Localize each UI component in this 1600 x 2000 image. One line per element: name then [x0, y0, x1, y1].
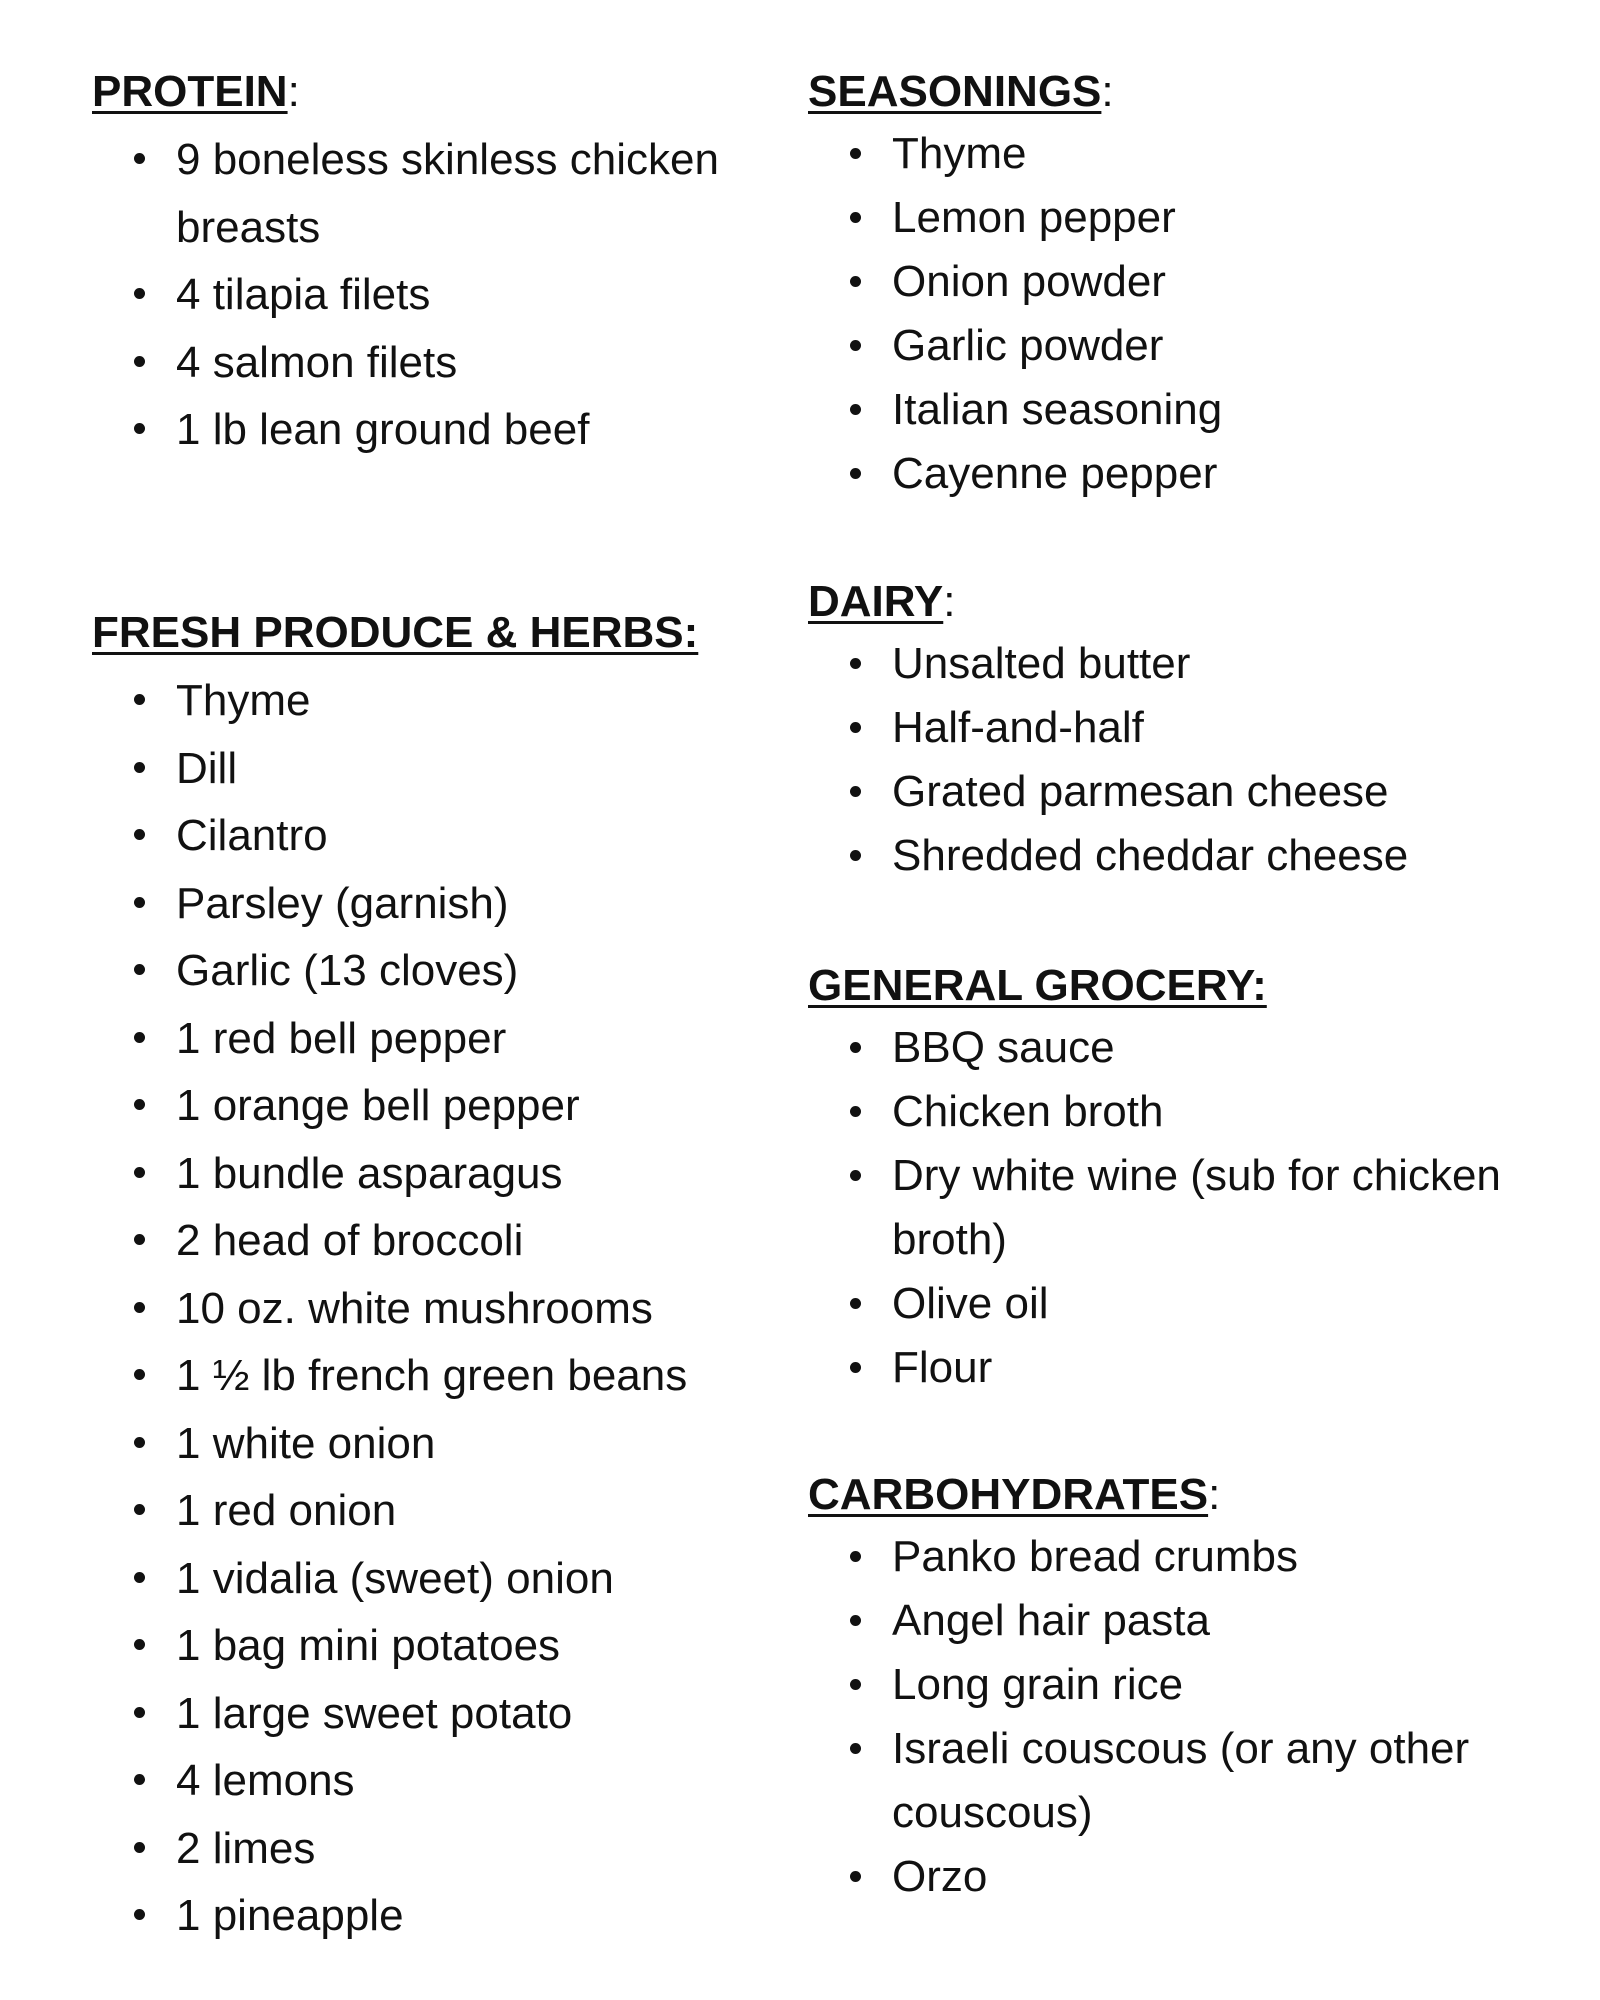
list-item: Grated parmesan cheese — [808, 760, 1568, 824]
general-grocery-heading-text: GENERAL GROCERY: — [808, 961, 1267, 1010]
list-item: Orzo — [808, 1845, 1568, 1909]
list-item: 1 ½ lb french green beans — [92, 1342, 792, 1410]
general-grocery-section — [808, 956, 1568, 1400]
list-item: 10 oz. white mushrooms — [92, 1275, 792, 1343]
general-grocery-heading — [808, 956, 1568, 1016]
produce-list — [92, 667, 792, 1950]
list-item: Dill — [92, 735, 792, 803]
carbohydrates-section — [808, 1465, 1568, 1909]
list-item: Olive oil — [808, 1272, 1568, 1336]
list-item: Parsley (garnish) — [92, 870, 792, 938]
list-item: Panko bread crumbs — [808, 1525, 1568, 1589]
list-item: Long grain rice — [808, 1653, 1568, 1717]
list-item: 9 boneless skinless chicken breasts — [92, 126, 792, 261]
list-item: 1 vidalia (sweet) onion — [92, 1545, 792, 1613]
protein-list — [92, 126, 792, 464]
list-item: Israeli couscous (or any other couscous) — [808, 1717, 1568, 1845]
seasonings-heading — [808, 62, 1568, 122]
list-item: 4 lemons — [92, 1747, 792, 1815]
list-item: Cayenne pepper — [808, 442, 1568, 506]
list-item: 1 lb lean ground beef — [92, 396, 792, 464]
list-item: Half-and-half — [808, 696, 1568, 760]
carbohydrates-heading-text: CARBOHYDRATES — [808, 1470, 1209, 1519]
list-item: Dry white wine (sub for chicken broth) — [808, 1144, 1568, 1272]
list-item: 1 bag mini potatoes — [92, 1612, 792, 1680]
carbohydrates-heading — [808, 1465, 1568, 1525]
protein-heading-text: PROTEIN — [92, 67, 288, 116]
list-item: Thyme — [808, 122, 1568, 186]
carbohydrates-list — [808, 1525, 1568, 1909]
list-item: 2 limes — [92, 1815, 792, 1883]
carbohydrates-heading-colon: : — [1208, 1470, 1221, 1519]
list-item: Cilantro — [92, 802, 792, 870]
list-item: 4 salmon filets — [92, 329, 792, 397]
produce-heading — [92, 603, 792, 663]
list-item: Angel hair pasta — [808, 1589, 1568, 1653]
list-item: 1 red onion — [92, 1477, 792, 1545]
dairy-heading-text: DAIRY — [808, 577, 944, 626]
list-item: 4 tilapia filets — [92, 261, 792, 329]
general-grocery-list — [808, 1016, 1568, 1400]
list-item: 1 large sweet potato — [92, 1680, 792, 1748]
list-item: Onion powder — [808, 250, 1568, 314]
list-item: Chicken broth — [808, 1080, 1568, 1144]
list-item: Unsalted butter — [808, 632, 1568, 696]
list-item: Lemon pepper — [808, 186, 1568, 250]
dairy-heading — [808, 572, 1568, 632]
list-item: Thyme — [92, 667, 792, 735]
protein-heading-colon: : — [287, 67, 300, 116]
produce-heading-text: FRESH PRODUCE & HERBS: — [92, 608, 699, 657]
list-item: Flour — [808, 1336, 1568, 1400]
list-item: 1 white onion — [92, 1410, 792, 1478]
dairy-section — [808, 572, 1568, 888]
list-item: 1 bundle asparagus — [92, 1140, 792, 1208]
list-item: 1 pineapple — [92, 1882, 792, 1950]
seasonings-list — [808, 122, 1568, 506]
list-item: Italian seasoning — [808, 378, 1568, 442]
seasonings-heading-colon: : — [1101, 67, 1114, 116]
protein-heading — [92, 62, 792, 122]
list-item: Garlic (13 cloves) — [92, 937, 792, 1005]
seasonings-section — [808, 62, 1568, 506]
list-item: 2 head of broccoli — [92, 1207, 792, 1275]
list-item: Shredded cheddar cheese — [808, 824, 1568, 888]
seasonings-heading-text: SEASONINGS — [808, 67, 1102, 116]
list-item: 1 red bell pepper — [92, 1005, 792, 1073]
dairy-heading-colon: : — [943, 577, 956, 626]
protein-section — [92, 62, 792, 464]
dairy-list — [808, 632, 1568, 888]
list-item: BBQ sauce — [808, 1016, 1568, 1080]
list-item: 1 orange bell pepper — [92, 1072, 792, 1140]
list-item: Garlic powder — [808, 314, 1568, 378]
produce-section — [92, 603, 792, 1950]
